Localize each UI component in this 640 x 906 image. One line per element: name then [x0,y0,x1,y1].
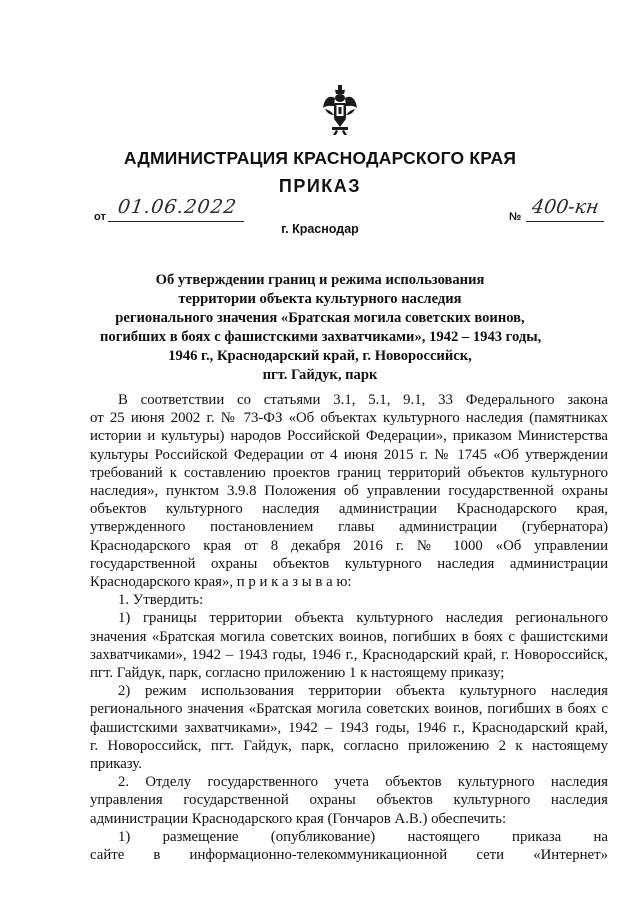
body-line: В соответствии со статьями 3.1, 5.1, 9.1, 33 Федерального закона [118,392,608,408]
body-line: требований к составлению проектов границ территорий объектов культурного [90,464,608,481]
subject-line: регионального значения «Братская могила советских воинов, [115,310,525,326]
subject-line: погибших в боях с фашистскими захватчиками», 1942 – 1943 годы, [100,329,542,345]
body-line: 2. Отделу государственного учета объектов культурного наследия [118,774,608,791]
organization-title: АДМИНИСТРАЦИЯ КРАСНОДАРСКОГО КРАЯ [123,148,517,168]
body-line: наследия», пунктом 3.9.8 Положения об управлении государственной охраны [90,483,608,500]
body-line: 2) режим использования территории объекта культурного наследия [118,683,608,700]
body-line: 1) размещение (опубликование) настоящего приказа на [118,828,608,845]
body-line: 1) границы территории объекта культурного наследия регионального [118,610,608,627]
body-line: утвержденного постановлением главы администрации (губернатора) [90,519,608,536]
body-line: 1. Утвердить: [118,592,204,609]
body-line: от 25 июня 2002 г. № 73-ФЗ «Об объектах культурного наследия (памятниках [90,410,608,427]
subject-line: Об утверждении границ и режима использования [155,272,485,288]
body-line: истории и культуры) народов Российской Федерации», приказом Министерства [90,428,608,445]
document-type: ПРИКАЗ [278,176,362,196]
city-line: г. Краснодар [281,222,359,236]
body-line: пгт. Гайдук, парк, согласно приложению 1 к настоящему приказу; [90,665,505,682]
body-line: культуры Российской Федерации от 4 июня 2015 г. № 1745 «Об утверждении [90,446,608,463]
body-line: государственной охраны объектов культурного наследия администрации [90,555,608,572]
subject-line: территории объекта культурного наследия [178,291,462,307]
body-line: Краснодарского края от 8 декабря 2016 г. № 1000 «Об управлении [90,537,608,554]
number-label: № [509,211,522,223]
body-line: захватчиками», 1942 – 1943 годы, 1946 г., Краснодарский край, г. Новороссийск, [90,646,608,663]
body-line: сайте в информационно-телекоммуникационной сети «Интернет» [90,847,608,864]
body-line: объектов культурного наследия администрации Краснодарского края, [90,501,608,518]
body-line: регионального значения «Братская могила советских воинов, погибших в боях с [90,701,608,718]
body-line: значения «Братская могила советских воинов, погибших в боях с фашистскими [90,628,608,645]
body-line: управления государственной охраны объектов культурного наследия [90,792,608,809]
document-body [90,391,608,864]
body-line: приказу. [90,756,142,773]
document-subject [100,271,540,385]
handwritten-date: 01.06.2022 [116,196,239,218]
subject-line: 1946 г., Краснодарский край, г. Новороссийск, [168,348,472,364]
subject-line: пгт. Гайдук, парк [262,367,378,383]
handwritten-number: 400-кн [530,196,601,218]
body-line: Краснодарского края», п р и к а з ы в а ю: [90,574,352,591]
coat-of-arms-emblem [322,84,358,136]
body-line: г. Новороссийск, пгт. Гайдук, парк, согласно приложению 2 к настоящему [90,737,608,754]
body-line: фашистскими захватчиками», 1942 – 1943 годы, 1946 г., Краснодарский край, [90,719,608,736]
body-line: администрации Краснодарского края (Гончаров А.В.) обеспечить: [90,810,507,827]
date-label: от [94,211,106,223]
